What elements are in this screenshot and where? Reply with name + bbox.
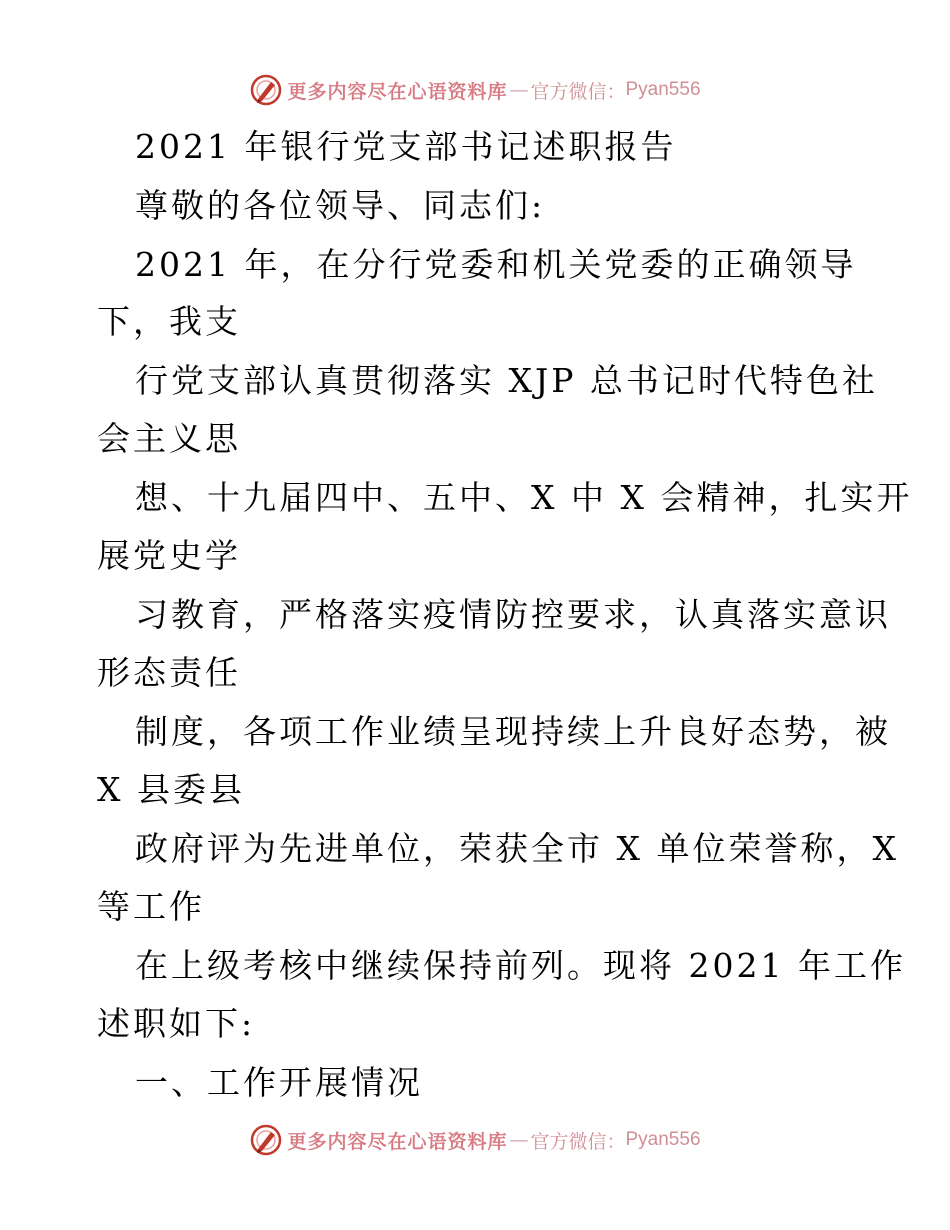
text-line: 形态责任 <box>97 653 241 692</box>
text-line: 展党史学 <box>97 536 241 575</box>
watermark-banner-bottom <box>0 1120 950 1160</box>
text-line: 政府评为先进单位，荣获全市 X 单位荣誉称，X <box>135 829 899 868</box>
text-line: 制度，各项工作业绩呈现持续上升良好态势，被 <box>135 712 891 751</box>
section-heading: 一、工作开展情况 <box>135 1063 423 1102</box>
watermark-sub-text: 官方微信： <box>530 1130 626 1153</box>
text-line: 2021 年，在分行党委和机关党委的正确领导 <box>135 245 857 284</box>
text-line: 尊敬的各位领导、同志们: <box>135 186 546 225</box>
text-line: 述职如下: <box>97 1004 256 1043</box>
text-line: 下，我支 <box>97 302 241 341</box>
watermark-main-text: 更多内容尽在心语资料库 <box>287 1130 508 1153</box>
text-line: 习教育，严格落实疫情防控要求，认真落实意识 <box>135 595 891 634</box>
document-title: 2021 年银行党支部书记述职报告 <box>135 127 677 166</box>
text-line: 想、十九届四中、五中、X 中 X 会精神，扎实开 <box>135 478 913 517</box>
text-line: 在上级考核中继续保持前列。现将 2021 年工作 <box>135 946 906 985</box>
watermark-sub-text: 官方微信： <box>530 80 626 103</box>
text-line: X 县委县 <box>97 770 245 809</box>
text-line: 行党支部认真贯彻落实 XJP 总书记时代特色社 <box>135 361 878 400</box>
text-line: 等工作 <box>97 887 205 926</box>
watermark-wechat-id: Pyan556 <box>625 79 701 100</box>
watermark-dash: — <box>509 79 529 101</box>
watermark-main-text: 更多内容尽在心语资料库 <box>287 80 508 103</box>
pen-logo-icon <box>249 1123 283 1157</box>
text-line: 会主义思 <box>97 419 241 458</box>
watermark-dash: — <box>509 1129 529 1151</box>
watermark-wechat-id: Pyan556 <box>625 1129 701 1150</box>
